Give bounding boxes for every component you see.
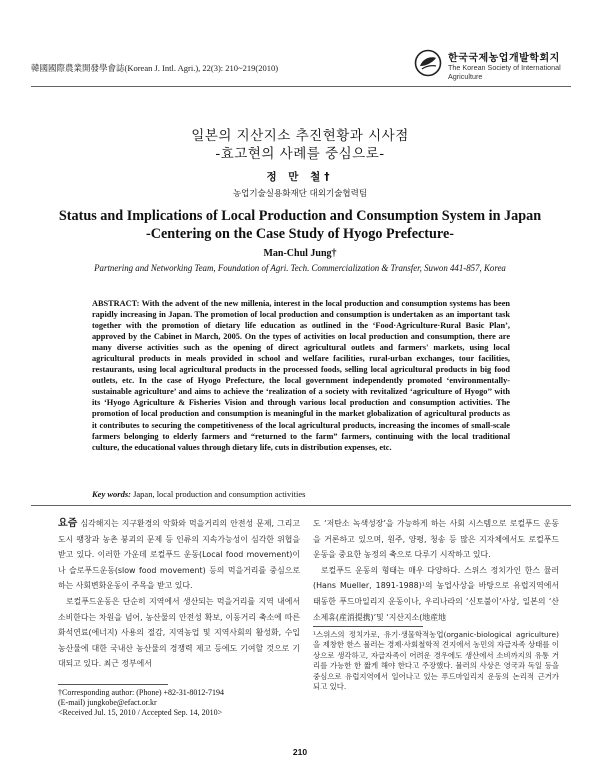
body-left-text: 심각해지는 지구환경의 악화와 먹을거리의 안전성 문제, 그리고 도시 팽창과 농촌 붕괴의 문제 등 인류의 지속가능성이 심각한 위협을 받고 있다. 이러한 가운데 로컬푸드 운동(Local food movement)이나 슬로푸드운동(slow food movement) 등의 먹을거리를 중심으로 하는 사회변화운동이 주목을 받고 있다. <box>58 519 300 591</box>
title-en-line1: Status and Implications of Local Production and Consumption System in Japan <box>58 208 542 224</box>
author-en: Man-Chul Jung† <box>263 248 337 259</box>
society-name-ko: 한국국제농업개발학회지 <box>448 53 560 64</box>
footnote-left <box>58 688 300 719</box>
abstract <box>92 298 510 453</box>
body-right-para1: 도 ‘저탄소 녹색성장’을 가능하게 하는 사회 시스템으로 로컬푸드 운동을 거론하고 있으며, 원주, 양평, 청송 등 많은 지자체에서도 로컬푸드 운동을 중요한 농정의 축으로 다루기 시작하고 있다. <box>313 519 559 560</box>
body-column-left <box>58 516 300 672</box>
keywords-text: Japan, local production and consumption activities <box>133 489 306 499</box>
keywords <box>92 489 522 499</box>
society-name-en: The Korean Society of International Agriculture <box>448 63 561 81</box>
society-header <box>414 47 584 87</box>
title-ko-line1: 일본의 지산지소 추진현황과 시사점 <box>191 128 409 144</box>
globe-leaf-icon <box>414 49 442 77</box>
body-right-para2: 로컬푸드 운동의 형태는 매우 다양하다. 스위스 정치가인 한스 뮬러(Hans Mueller, 1891-1988)¹의 농업사상을 바탕으로 유럽지역에서 태동한 푸드마일리지 운동이나, 우리나라의 ‘신토불이’사상, 일본의 ‘산소제휴(産消提携)’및 ‘지산지소(地産地 <box>313 565 559 622</box>
affiliation-en: Partnering and Networking Team, Foundation of Agri. Tech. Commercialization & Transfer, Suwon 441-857, Korea <box>94 263 506 273</box>
abstract-divider <box>31 505 571 506</box>
journal-reference: 韓國國際農業開發學會誌(Korean J. Intl. Agri.), 22(3): 210~219(2010) <box>31 63 279 73</box>
title-en-line2: -Centering on the Case Study of Hyogo Prefecture- <box>145 226 454 242</box>
corresponding-author: †Corresponding author: (Phone) +82-31-8012-7194 <box>58 688 225 697</box>
received-dates: <Received Jul. 15, 2010 / Accepted Sep. 14, 2010> <box>58 708 223 718</box>
abstract-text: With the advent of the new millenia, interest in the local production and consumption systems has been rapidly increasing in Japan. The promotion of local production and consumption is undertaken as an important task together with the promotion of dietary life education as outlined in the ‘Food·Agriculture·Rural Basic Plan’, approved by the Cabinet in March, 2005. On the types of activities on local production and consumption, there are many diverse activities such as the opening of direct agricultural outlets and farmers' markets, using local agricultural products in meals provided in school and welfare facilities, rural-urban exchanges, tour facilities, restaurants, using local agricultural products in the processed foods, selling local agricultural products in big food outlets, etc. In the case of Hyogo Prefecture, the local government independently promoted ‘environmentally-sustainable agriculture’ and aims to achieve the ‘realization of a society with revitalized ‘agriculture of Hyogo’’ with its ‘Hyogo Agriculture & Fisheries Vision and through various local production and consumption activities. The promotion of local production and consumption is meaningful in the market globalization of agricultural products as it contributes to securing the competitiveness of the local agricultural products, increasing the incomes of small-scale farmers belonging to elderly farmers and “returned to the farm” farmers, continuing with the local traditional culture, the educational values through dietary life, cuts in distribution expenses, etc. <box>92 299 510 452</box>
abstract-label: ABSTRACT: <box>92 299 140 308</box>
body-left-para2: 로컬푸드운동은 단순히 지역에서 생산되는 먹을거리를 지역 내에서 소비한다는 차원을 넘어, 농산물의 안전성 확보, 이동거리 축소에 따른 화석연료(에너지) 사용의 절감, 지역농업 및 지역사회의 활성화, 수입농산물에 대한 국내산 농산물의 경쟁력 제고 등에도 기여할 것으로 기대되고 있다. 최근 정부에서 <box>58 596 300 669</box>
author-email: (E-mail) jungkobe@efact.or.kr <box>58 698 157 708</box>
keywords-label: Key words: <box>92 489 131 499</box>
body-heading: 요즘 <box>58 518 78 529</box>
footnote-divider-left <box>58 684 168 685</box>
affiliation-ko: 농업기술실용화재단 대외기술협력팀 <box>232 189 368 199</box>
author-ko: 정 만 철† <box>266 171 334 183</box>
body-left-para1 <box>58 516 300 594</box>
title-ko-line2: -효고현의 사례를 중심으로- <box>215 146 385 162</box>
header-divider <box>31 86 571 87</box>
body-column-right <box>313 516 559 625</box>
page-number: 210 <box>292 747 308 757</box>
footnote-right: ¹스위스의 정치가로, 유기·생물학적농업(organic-biological agriculture)을 제창한 한스 뮬러는 경제·사회철학적 견지에서 농민의 자급자족 상태를 이상으로 생각하고, 자급자족이 어려운 경우에도 생산에서 소비까지의 유통 거리를 가능한 한 짧게 해야 한다고 주장했다. 뮬러의 사상은 영국과 독일 등을 중심으로 유럽지역에서 일어나고 있는 푸드마일리지 운동의 논리적 근거가 되고 있다. <box>313 630 559 692</box>
footnote-divider-right <box>313 626 423 627</box>
